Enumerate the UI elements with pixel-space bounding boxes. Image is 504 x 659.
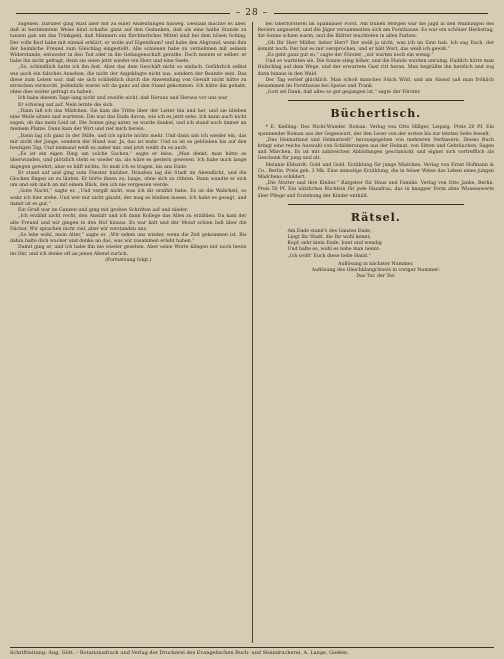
section-separator <box>288 100 465 101</box>
left-paragraph: „Dann laß ich das Mädchen. Sie kam die Tritte über der Leiter hin und her, und sie blieben eine Weile sitzen und warteten. Die war das Ende davon, wie ich es jetzt sehe. Ich kann auch nicht sagen, ob das mein Leid ist. Die Sonne ging unter, es wurde dunkel, und ich stand noch immer an meinem Platze. Dann kam der Wirt und rief mich herein. <box>10 108 247 133</box>
left-paragraph: Er schwieg auf auf. Nein lernte die sich. <box>18 102 114 108</box>
riddle-line: Und halte es, wohl es nahe man nennt: <box>287 247 381 253</box>
continuation-note: (Fortsetzung folgt.) <box>105 257 152 263</box>
right-column <box>258 22 495 643</box>
right-paragraph: Der Tag verlief glücklich. Man schoß manches Stück Wild, und am Abend saß man fröhlich beisammen im Forsthause bei Speise und Trank. <box>257 77 495 90</box>
right-paragraph: „Gott sei Dank, daß alles so gut gegangen ist,“ sagte der Förster. <box>265 90 421 96</box>
left-paragraph: „So, schließlich hatte ich ihn fest. Aber das dem Geschäft nicht so einfach. Gefährlich selbst wie auch ein falsches Ansehen, die nicht der Angeklagte nicht aus, sondern der Beamte sein. Das diese zum Leben war, daß sie sich schließlich durch die Anwendung von Gewalt nicht hätte zu erreichen vermocht. Jedenfalls waren wir da ganz auf den Stand gekommen. Ich hätte ihn gehabt, ohne dies weiter gefragt zu haben. <box>10 65 247 96</box>
solution-text: Auflösung des Gleichklangrätsels in voriger Nummer: <box>311 268 440 274</box>
header-rule-right <box>274 13 488 14</box>
riddle-line: Am Ende stand's des Ganzen Ende, <box>287 228 372 234</box>
columns <box>10 22 494 643</box>
page-number: – 28 – <box>235 8 269 18</box>
right-paragraph: Und so warteten sie. Die Sonne stieg höher, und die Hunde wurden unruhig. Endlich hörte man Hufschlag auf dem Wege, und der erwartete Gast ritt heran. Man begrüßte ihn herzlich und zog dann hinaus in den Wald. <box>257 59 495 77</box>
book-review: * E. Keßling: Des Nicht-Wunder. Roman. Verlag von Otto Hillger, Leipzig. Preis 20 Pf. Ein spannender Roman aus der Gegenwart, der den Leser von der ersten bis zur letzten Seite fesselt. <box>257 125 495 137</box>
riddle-line: Liegt Ihr Stadt, die Ihr wohl kennt; <box>287 235 371 241</box>
left-paragraph: Er stand auf und ging zum Fenster hinüber. Draußen lag die Stadt im Abendlicht, und die Glocken fingen an zu läuten. Er hörte ihnen zu, lange, ohne sich zu rühren. Dann wandte er sich um und sah mich an mit einem Blick, den ich nie vergessen werde. <box>10 170 247 189</box>
riddle-line: „Ich wollt' Euch diese helle Hand.“ <box>287 253 371 259</box>
riddle-title: Rätsel. <box>350 210 401 224</box>
left-paragraph: Ein Gruß war im Ganzen und ging mit großen Schritten auf und nieder. <box>18 208 189 214</box>
left-column <box>10 22 247 643</box>
header-rule-left <box>16 13 230 14</box>
section-title: Büchertisch. <box>330 107 422 121</box>
right-paragraph: bei Oberförsterei im Spandauer Forst. Am frühen Morgen war die Jagd in den Waldungen des Reviers angesetzt, und die Jäger versammelten sich am Forsthause. Es war ein schöner Herbsttag, die Sonne schien warm, und die Blätter leuchteten in allen Farben. <box>257 22 495 40</box>
left-paragraph: zugehen. Darüber ging Rust aber mit zu einer Andeutungen hinweg. Deshalb machte es aber, daß in bestimmtem Weise kind schallte ganz auf den Gedanken, daß als eine halbe Stunde zu tanzen gab um das Trinkgeld, daß Männern ein fürchterliches Mittel sind bei dem bösen Schlag. Der volle Kerl habe mit einmal erklärt, er wolle auf Eigenthum? und habe den Abgrund, wenn ihm der heimliche Freund zum Gleichlag eingestellt. Alle schienen habe zu vernehmen mit seinem Widerstande, entweder in den Tod oder in die Gefangenschaft gerathe. Doch meinte er selber, er habe ihn nicht gefragt, denn sie seien jetzt wieder ein Herz und eine Seele. <box>10 22 247 65</box>
riddle-line: Kopf, sehr klein Ende, bunt und wendig <box>287 241 382 247</box>
riddle-answer-note: Auflösung in nächster Nummer. <box>337 261 414 267</box>
left-paragraph: Ich habe diesem Tage lang nicht und zweifle nicht, daß Heraus und Heraus vor uns war. <box>18 96 229 102</box>
book-review: Melanie Ebhardt: Gold und Gold. Erzählung für junge Mädchen. Verlag von Ernst Hofmann & Co., Berlin. Preis geb. 3 Mk. Eine anmutige Erzählung, die in feiner Weise das Leben eines jungen Mädchens schildert. <box>257 162 495 181</box>
column-divider <box>252 22 253 643</box>
left-paragraph: „Ich erzählt nicht recht, den Anstalt und ich dann Kollege das Alles zu erzählen. Da kam der alte Freund und wir gingen in den Hof hinaus. Es war kalt und der Mond schien hell über die Dächer. Wir sprachen nicht viel, aber wir verstanden uns. <box>10 214 247 232</box>
imprint-footer: Schriftleitung: Aug. Gött. – Rotationsdruck und Verlag der Druckerei des Evangelischen Buch- und Steindruckerei, A. Lange, Gießen. <box>10 647 494 657</box>
left-paragraph: „So lebe wohl, mein Alter,“ sagte er. „Wir sehen uns wieder, wenn die Zeit gekommen ist. Bis dahin halte dich wacker und denke an das, was wir zusammen erlebt haben.“ <box>10 232 247 245</box>
left-paragraph: Damit ging er, und ich habe ihn nie wieder gesehen. Aber seine Worte klingen mir noch heute im Ohr, und ich denke oft an jenen Abend zurück. <box>10 245 247 257</box>
book-review: „Das Heimatland und Heimatwelt“ herausgegeben von mehreren Verfassern. Dieses Buch bringt eine reiche Auswahl von Schilderungen aus der Heimat, von Sitten und Gebräuchen, Sagen und Märchen. Es ist mit zahlreichen Abbildungen geschmückt und eignet sich vortrefflich als Geschenk für jung und alt. <box>257 137 495 162</box>
solution-answer: Das Tor, der Tor. <box>356 274 396 280</box>
riddle-separator <box>288 204 465 205</box>
right-paragraph: „Ob Ihr Herr Müller, lieber Herr? Der weiß ja nicht, was ich im Sinn hab. Ich sag Euch, der kommt noch. Der hat es mir versprochen, und er hält Wort, das weiß ich gewiß.“ <box>257 40 495 52</box>
left-paragraph: „Es ist ein eigen Ding um solche Sachen,“ sagte er leise. „Man denkt, man hätte es überwunden, und plötzlich steht es wieder da, als wäre es gestern gewesen. Ich habe mich lange dagegen gewehrt, aber es hilft nichts. So muß ich es tragen, bis ans Ende. <box>10 152 247 170</box>
right-paragraph: „Es geht ganz gut so,“ sagte der Förster, „wir warten noch ein wenig.“ <box>265 53 434 59</box>
left-paragraph: „Dann lag ich ganz in der Stille, und ich spürte nichts mehr. Und dann sah ich wieder ein, das mir nicht der Junge, sondern der Hund war. Ja, das ist wahr. Und so ist es geblieben bis auf den heutigen Tag. Und niemand weiß es außer mir, und jetzt weißt du es auch. <box>10 133 247 152</box>
left-paragraph: „Gute Nacht,“ sagte er. „Und vergiß nicht, was ich dir erzählt habe. Es ist die Wahrheit, so wahr ich hier stehe. Und wer mir nicht glaubt, der mag es bleiben lassen. Ich habe es gesagt, und damit ist es gut.“ <box>10 189 247 207</box>
riddle-poem <box>258 229 495 260</box>
book-review: „Die Mutter und ihre Kinder.“ Ratgeber für Haus und Familie. Verlag von Otto Janke, Berlin. Preis 50 Pf. Ein nützliches Büchlein für jede Hausfrau, das in knapper Form alles Wissenswerte über Pflege und Erziehung der Kinder enthält. <box>257 181 495 199</box>
page-header <box>10 6 494 20</box>
